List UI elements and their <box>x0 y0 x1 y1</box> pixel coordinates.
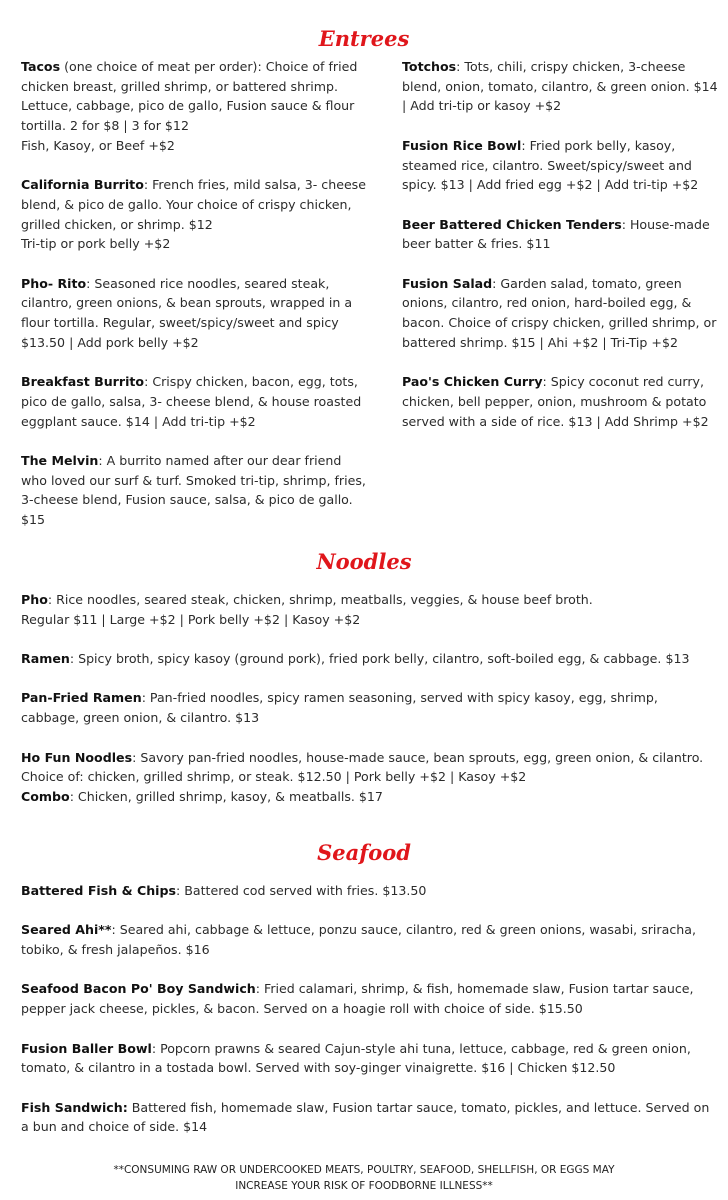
noodles-heading: Noodles <box>316 549 412 574</box>
item-name: Seafood Bacon Po' Boy Sandwich <box>21 981 256 997</box>
disclaimer-line-2: INCREASE YOUR RISK OF FOODBORNE ILLNESS** <box>235 1179 493 1192</box>
item-description: : Savory pan-fried noodles, house-made sauce, bean sprouts, egg, green onion, & cilantro. Choice of: chicken, grilled shrimp, or steak. $12.50 | Pork belly +$2 | Kasoy +$2 <box>21 749 704 785</box>
foodborne-illness-disclaimer <box>0 1163 728 1194</box>
menu-item <box>21 175 366 254</box>
item-name: Pao's Chicken Curry <box>402 374 543 390</box>
item-description: : Fried calamari, shrimp, & fish, homemade slaw, Fusion tartar sauce, pepper jack cheese, pickles, & bacon. Served on a hoagie roll with choice of side. $15.50 <box>21 981 694 1017</box>
item-name: Battered Fish & Chips <box>21 883 176 898</box>
menu-item <box>21 1098 711 1137</box>
menu-item <box>21 57 366 156</box>
item-description: : Tots, chili, crispy chicken, 3-cheese blend, onion, tomato, cilantro, & green onion. $14 | Add tri-tip or kasoy +$2 <box>402 59 718 114</box>
item-description: : House-made beer batter & fries. $11 <box>402 216 710 252</box>
item-name: Pho <box>21 592 48 607</box>
item-description: : Seasoned rice noodles, seared steak, cilantro, green onions, & bean sprouts, wrapped in a flour tortilla. Regular, sweet/spicy/sweet and spicy $13.50 | Add pork belly +$2 <box>21 275 353 350</box>
item-name: Pan-Fried Ramen <box>21 690 142 706</box>
item-name: Tacos <box>21 59 61 74</box>
item-name: Fusion Salad <box>402 275 493 291</box>
item-name: Fish Sandwich: <box>21 1099 128 1115</box>
item-description: : Fried pork belly, kasoy, steamed rice, cilantro. Sweet/spicy/sweet and spicy. $13 | Add fried egg +$2 | Add tri-tip +$2 <box>402 137 699 193</box>
menu-item <box>21 1039 711 1078</box>
item-extra: Tri-tip or pork belly +$2 <box>21 236 171 252</box>
item-name: Totchos <box>402 59 457 74</box>
item-name: Ramen <box>21 651 70 667</box>
seafood-heading: Seafood <box>317 840 411 865</box>
item-name: Ho Fun Noodles <box>21 749 133 765</box>
menu-item <box>21 748 711 807</box>
menu-item <box>402 215 720 254</box>
item-description: : Spicy broth, spicy kasoy (ground pork), fried pork belly, cilantro, soft-boiled egg, & cabbage. $13 <box>69 651 690 667</box>
menu-item <box>21 979 711 1018</box>
item-description: : Seared ahi, cabbage & lettuce, ponzu sauce, cilantro, red & green onions, wasabi, sriracha, tobiko, & fresh jalapeños. $16 <box>21 922 696 958</box>
item-description: : Crispy chicken, bacon, egg, tots, pico de gallo, salsa, 3- cheese blend, & house roasted eggplant sauce. $14 | Add tri-tip +$2 <box>21 374 362 429</box>
menu-item <box>402 57 720 116</box>
menu-item <box>402 372 720 431</box>
item-description: : Spicy coconut red curry, chicken, bell pepper, onion, mushroom & potato served with a side of rice. $13 | Add Shrimp +$2 <box>402 374 709 429</box>
menu-item <box>21 372 366 431</box>
menu-item <box>21 590 711 629</box>
disclaimer-line-1: **CONSUMING RAW OR UNDERCOOKED MEATS, POULTRY, SEAFOOD, SHELLFISH, OR EGGS MAY <box>113 1164 615 1176</box>
item-description: (one choice of meat per order): Choice of fried chicken breast, grilled shrimp, or battered shrimp. Lettuce, cabbage, pico de gallo, Fusion sauce & flour tortilla. 2 for $8 | 3 for $12 <box>21 59 358 134</box>
entrees-heading: Entrees <box>318 26 410 51</box>
item-extra: Fish, Kasoy, or Beef +$2 <box>21 137 175 153</box>
item-description: : French fries, mild salsa, 3- cheese blend, & pico de gallo. Your choice of crispy chicken, grilled chicken, or shrimp. $12 <box>21 177 366 232</box>
item-description: : Rice noodles, seared steak, chicken, shrimp, meatballs, veggies, & house beef broth. <box>47 592 593 607</box>
menu-item <box>21 688 711 727</box>
menu-item <box>21 649 711 669</box>
menu-item <box>21 451 366 530</box>
menu-item <box>402 136 720 195</box>
item-description: : Garden salad, tomato, green onions, cilantro, red onion, hard-boiled egg, & bacon. Choice of crispy chicken, grilled shrimp, or battered shrimp. $15 | Ahi +$2 | Tri-Tip +$2 <box>402 275 717 350</box>
combo-name: Combo <box>21 788 70 804</box>
item-extra: Regular $11 | Large +$2 | Pork belly +$2 | Kasoy +$2 <box>21 611 361 627</box>
item-name: Fusion Baller Bowl <box>21 1040 152 1056</box>
item-name: Beer Battered Chicken Tenders <box>402 216 622 232</box>
menu-item <box>21 920 711 959</box>
combo-description: : Chicken, grilled shrimp, kasoy, & meatballs. $17 <box>69 788 383 804</box>
item-description: : Battered cod served with fries. $13.50 <box>176 883 427 898</box>
seafood-section <box>21 881 711 1157</box>
item-name: Pho- Rito <box>21 275 87 291</box>
item-name: Seared Ahi** <box>21 922 112 938</box>
item-name: Fusion Rice Bowl <box>402 137 522 153</box>
entrees-right-column <box>402 57 720 451</box>
item-name: California Burrito <box>21 177 144 193</box>
item-description: : Pan-fried noodles, spicy ramen seasoning, served with spicy kasoy, egg, shrimp, cabbage, green onion, & cilantro. $13 <box>21 690 658 726</box>
item-name: Breakfast Burrito <box>21 374 145 390</box>
item-description: : A burrito named after our dear friend who loved our surf & turf. Smoked tri-tip, shrimp, fries, 3-cheese blend, Fusion sauce, salsa, & pico de gallo. $15 <box>21 453 366 528</box>
item-name: The Melvin <box>21 453 99 468</box>
noodles-section <box>21 590 711 826</box>
menu-item <box>21 274 366 353</box>
menu-item <box>402 274 720 353</box>
item-description: : Popcorn prawns & seared Cajun-style ahi tuna, lettuce, cabbage, red & green onion, tomato, & cilantro in a tostada bowl. Served with soy-ginger vinaigrette. $16 | Chicken $12.50 <box>21 1040 691 1076</box>
entrees-left-column <box>21 57 366 550</box>
item-description: Battered fish, homemade slaw, Fusion tartar sauce, tomato, pickles, and lettuce. Served on a bun and choice of side. $14 <box>21 1099 710 1135</box>
menu-item <box>21 881 711 901</box>
